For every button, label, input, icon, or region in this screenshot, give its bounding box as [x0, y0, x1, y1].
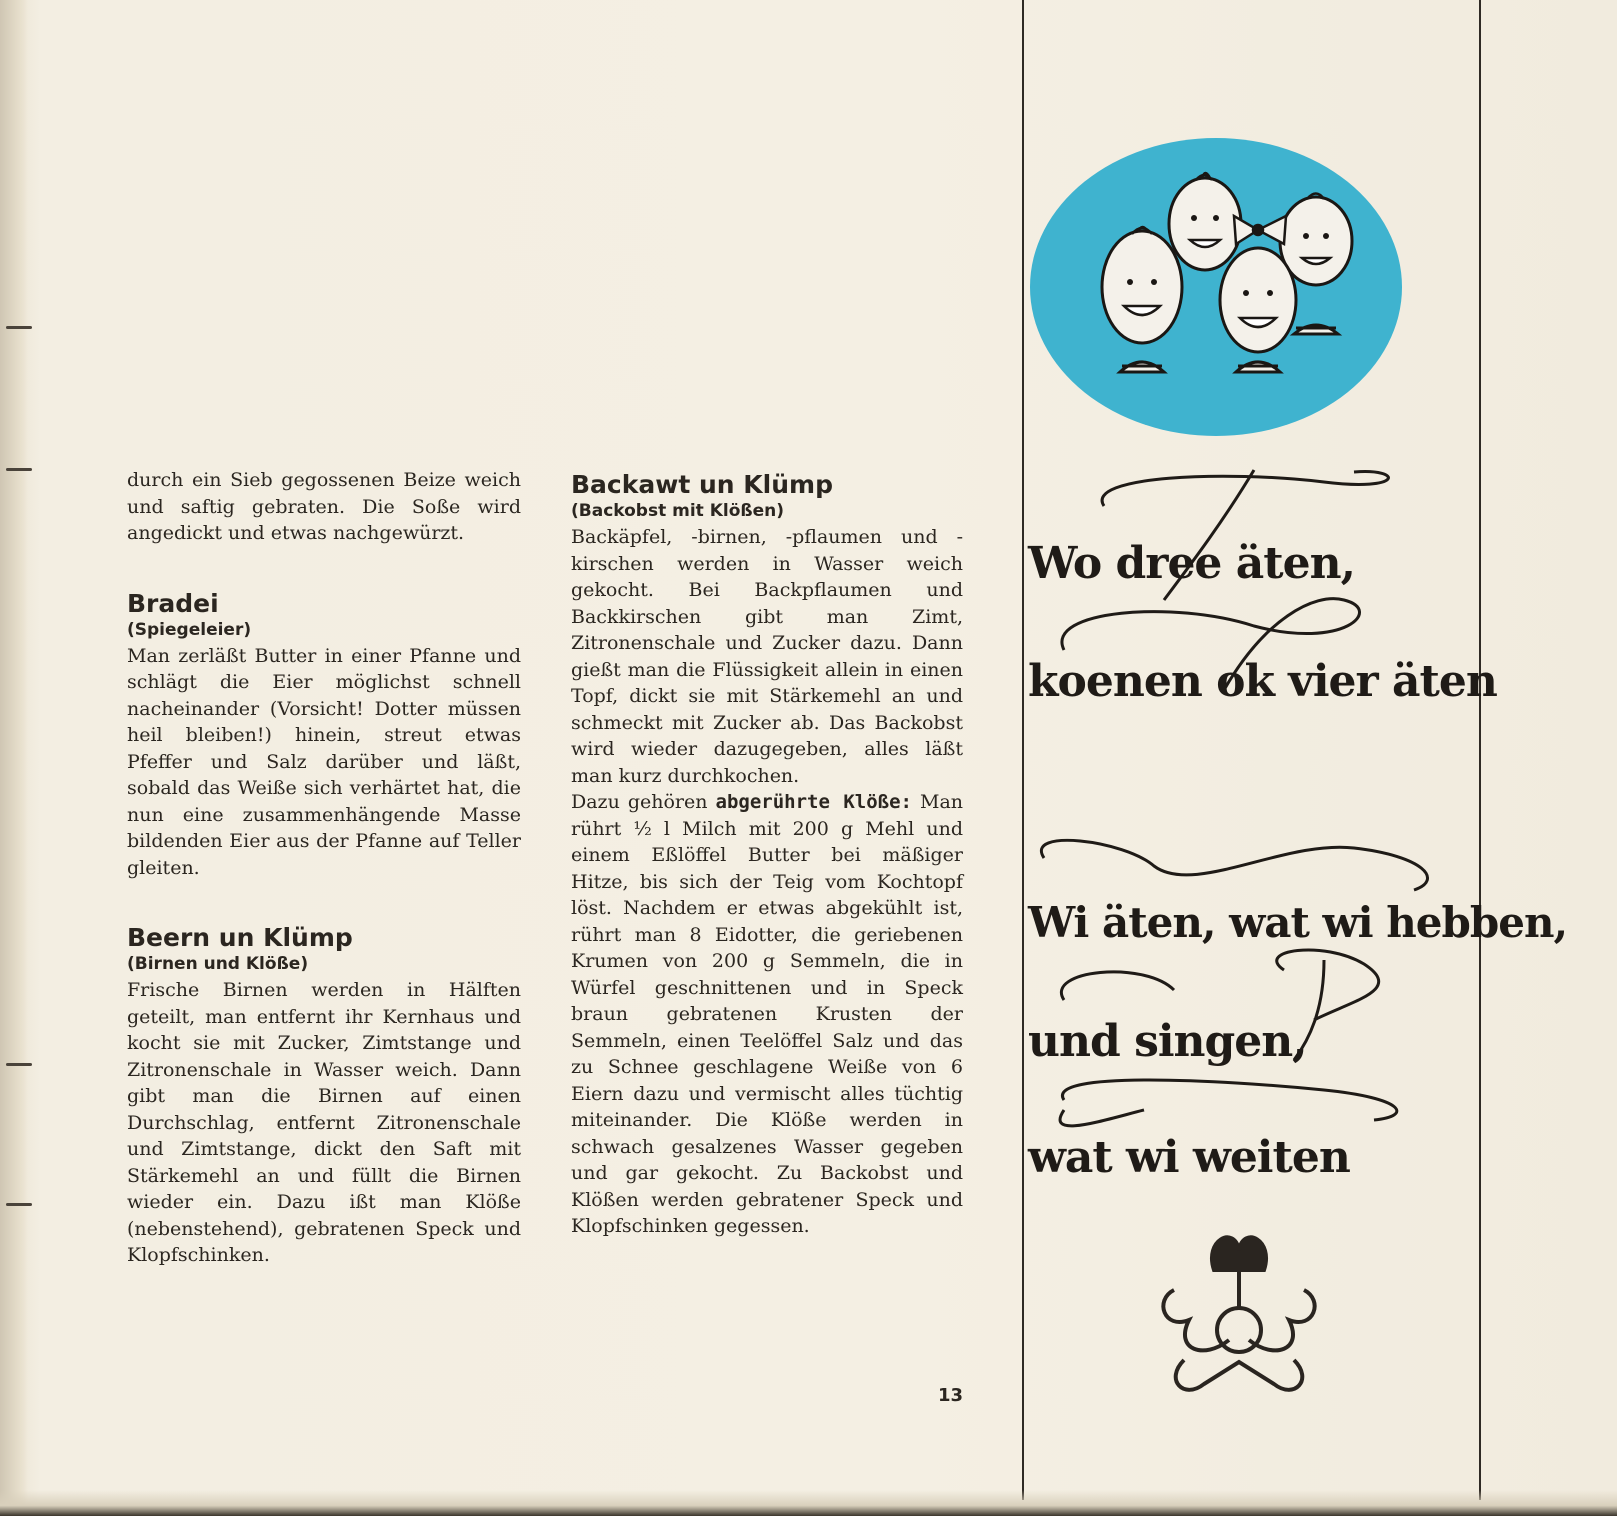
beern-text: Frische Birnen werden in Hälften geteilt, man entfernt ihr Kernhaus und kocht sie mit Zucker, Zimtstange und Zitronenschale in Wasser weich. Dann gibt man die Birnen auf einen Durchschlag, entfernt Zitronenschale und Zimtstange, dickt den Saft mit Stärkemehl an und füllt die Birnen wieder ein. Dazu ißt man Klöße (nebenstehend), gebratenen Speck und Klopfschinken. [127, 979, 521, 1266]
bradei-subheading: (Spiegeleier) [127, 619, 252, 640]
sidebar [1024, 0, 1568, 1516]
left-column [127, 467, 521, 1269]
backawt-subheading: (Backobst mit Klößen) [571, 501, 785, 521]
verse-line-1: Wo dree äten, [1028, 538, 1355, 589]
binding-stitch [6, 1203, 32, 1206]
page-number: 13 [938, 1385, 964, 1406]
beern-subheading: (Birnen und Klöße) [127, 954, 309, 974]
binding-stitch [6, 326, 32, 329]
intro-paragraph: durch ein Sieb gegossenen Beize weich und saftig gebraten. Die Soße wird angedickt und etwas nachgewürzt. [127, 469, 521, 544]
kloesse-text: Man rührt ½ l Milch mit 200 g Mehl und einem Eßlöffel Butter bei mäßiger Hitze, bis sich der Teig vom Kochtopf löst. Nachdem er etwas abgekühlt ist, rührt man 8 Eidotter, die geriebenen Krumen von 200 g Semmeln, die in Würfel geschnittenen und in Speck braun gebratenen Krusten der Semmeln, einen Teelöffel Salz und das zu Schnee geschlagene Weiße von 6 Eiern dazu und vermischt alles tüchtig miteinander. Die Klöße werden in schwach gesalzenes Wasser gegeben und gar gekocht. Zu Backobst und Klößen werden gebratener Speck und Klopfschinken gegessen. [571, 791, 964, 1237]
bradei-heading: Bradei [127, 588, 219, 618]
right-column [571, 470, 963, 1240]
bradei-text: Man zerläßt Butter in einer Pfanne und schlägt die Eier möglichst schnell nacheinander (Vorsicht! Dotter müssen heil bleiben!) hinein, streut etwas Pfeffer und Salz darüber und läßt, sobald das Weiße sich verhärtet hat, die nun eine zusammenhängende Masse bildenden Eier aus der Pfanne auf Teller gleiten. [127, 644, 521, 879]
kloesse-bold: abgerührte Klöße: [715, 791, 912, 813]
sidebar-illustration [1024, 0, 1480, 1516]
kloesse-paragraph [571, 789, 963, 1240]
binding-stitch [6, 468, 32, 471]
ornament-icon [1163, 1237, 1314, 1389]
backawt-heading: Backawt un Klümp [571, 470, 833, 499]
backawt-text: Backäpfel, -birnen, -pflaumen und -kirschen werden in Wasser weich gekocht. Bei Backpflaumen und Backkirschen gibt man Zimt, Zitronenschale und Zucker dazu. Dann gießt man die Flüssigkeit allein in einen Topf, dickt sie mit Stärkemehl an und schmeckt mit Zucker ab. Das Backobst wird wieder dazugegeben, alles läßt man kurz durchkochen. [571, 526, 963, 787]
verse-line-4: und singen, [1028, 1016, 1307, 1067]
binding-edge [0, 0, 28, 1516]
verse-line-5: wat wi weiten [1028, 1132, 1350, 1183]
verse-line-3: Wi äten, wat wi hebben, [1028, 898, 1568, 947]
binding-stitch [6, 1063, 32, 1066]
verse-line-2: koenen ok vier äten [1028, 656, 1497, 707]
kloesse-lead: Dazu gehören [571, 791, 708, 813]
beern-heading: Beern un Klümp [127, 923, 353, 952]
page-bottom-edge [0, 1490, 1617, 1516]
